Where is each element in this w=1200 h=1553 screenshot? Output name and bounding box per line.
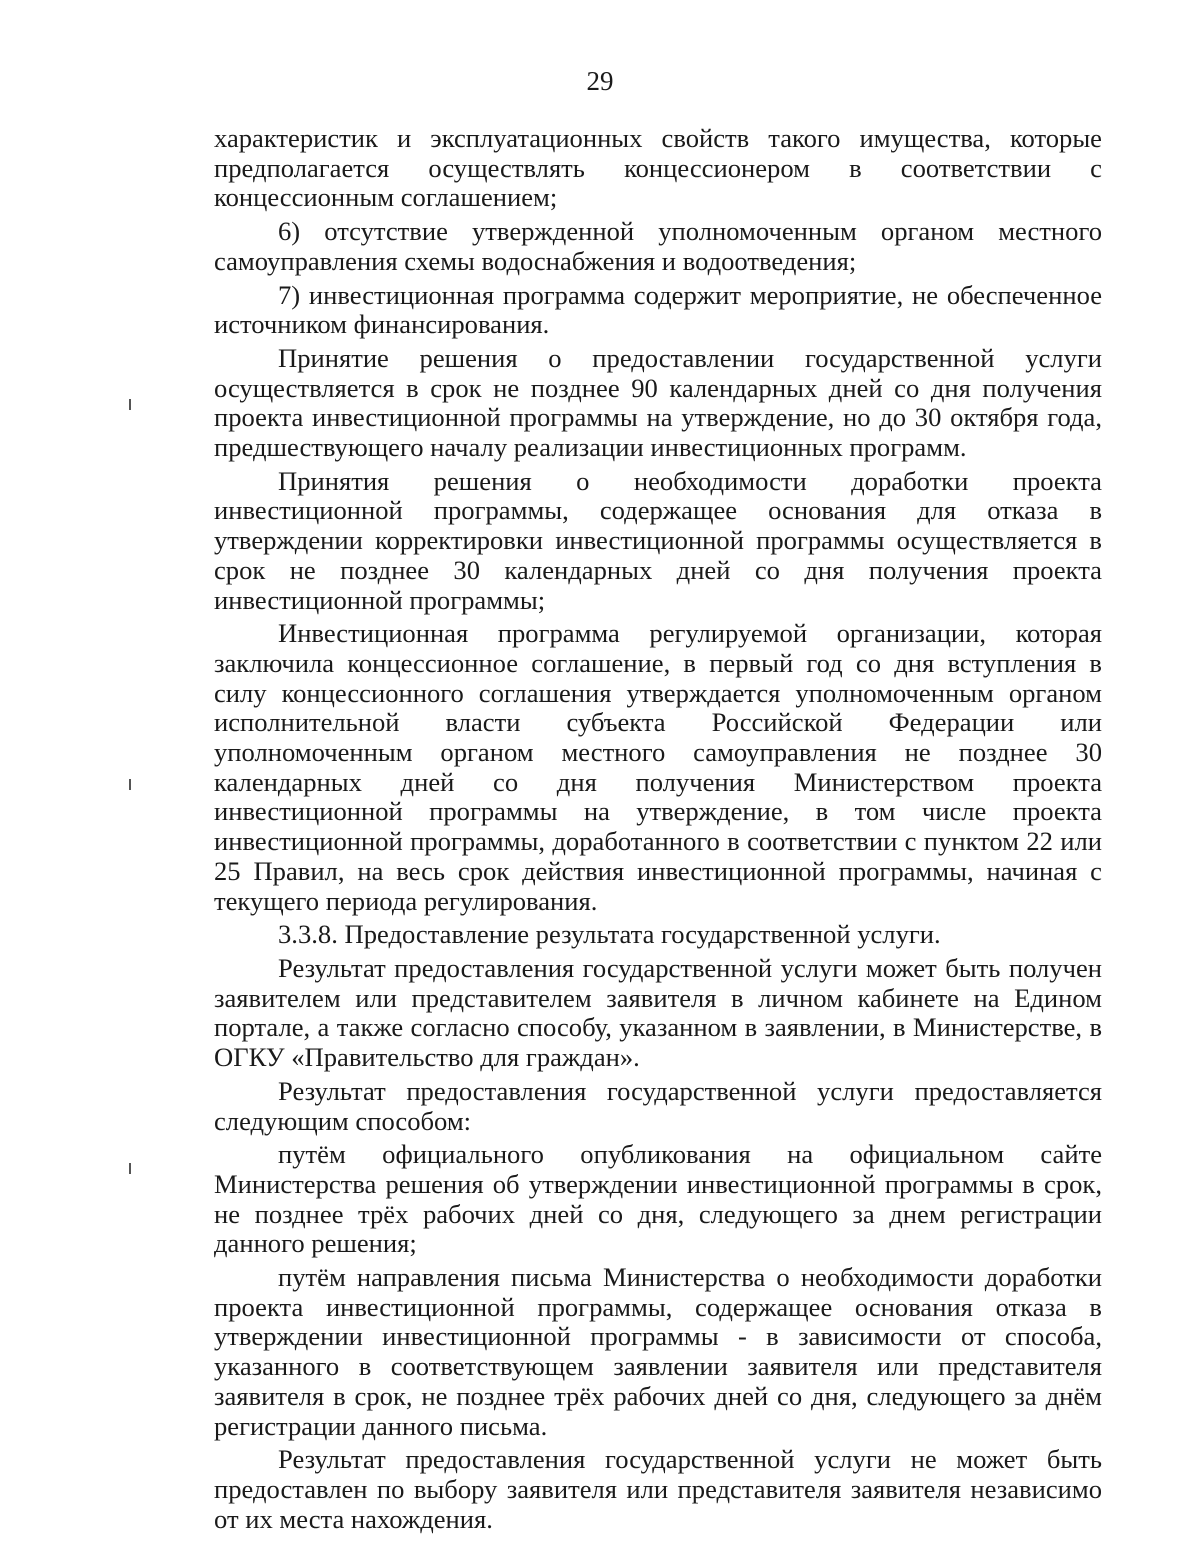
- paragraph: Результат предоставления государственной услуги предоставляется следующим способом:: [214, 1075, 1102, 1136]
- paragraph: путём направления письма Министерства о необходимости доработки проекта инвестиционной программы, содержащее основания отказа в утверждении инвестиционной программы - в зависимости от способа, указанного в соответствующем заявлении заявителя или представителя заявителя в срок, не позднее трёх рабочих дней со дня, следующего за днём регистрации данного письма.: [214, 1262, 1102, 1441]
- paragraph: характеристик и эксплуатационных свойств такого имущества, которые предполагается осуществлять концессионером в соответствии с концессионным соглашением;: [214, 123, 1102, 213]
- margin-mark: [129, 399, 131, 410]
- paragraph: путём официального опубликования на официальном сайте Министерства решения об утверждении инвестиционной программы в срок, не позднее трёх рабочих дней со дня, следующего за днем регистрации данного решения;: [214, 1139, 1102, 1259]
- paragraph: 6) отсутствие утвержденной уполномоченным органом местного самоуправления схемы водоснабжения и водоотведения;: [214, 216, 1102, 276]
- paragraph: 7) инвестиционная программа содержит мероприятие, не обеспеченное источником финансирования.: [214, 279, 1102, 340]
- page-number: 29: [586, 66, 614, 96]
- paragraph: Принятия решения о необходимости доработки проекта инвестиционной программы, содержащее основания для отказа в утверждении корректировки инвестиционной программы осуществляется в срок не позднее 30 календарных дней со дня получения проекта инвестиционной программы;: [214, 465, 1102, 615]
- paragraph: Результат предоставления государственной услуги не может быть предоставлен по выбору заявителя или представителя заявителя независимо от их места нахождения.: [214, 1444, 1102, 1534]
- document-body: [214, 124, 1102, 1534]
- paragraph: Результат предоставления государственной услуги может быть получен заявителем или представителем заявителя в личном кабинете на Едином портале, а также согласно способу, указанном в заявлении, в Министерстве, в ОГКУ «Правительство для граждан».: [214, 952, 1102, 1073]
- margin-mark: [129, 779, 131, 790]
- paragraph: 3.3.8. Предоставление результата государственной услуги.: [278, 919, 941, 950]
- paragraph: Инвестиционная программа регулируемой организации, которая заключила концессионное соглашение, в первый год со дня вступления в силу концессионного соглашения утверждается уполномоченным органом исполнительной власти субъекта Российской Федерации или уполномоченным органом местного самоуправления не позднее 30 календарных дней со дня получения Министерством проекта инвестиционной программы на утверждение, в том числе проекта инвестиционной программы, доработанного в соответствии с пунктом 22 или 25 Правил, на весь срок действия инвестиционной программы, начиная с текущего периода регулирования.: [214, 618, 1102, 916]
- margin-mark: [129, 1163, 131, 1174]
- paragraph: Принятие решения о предоставлении государственной услуги осуществляется в срок не позднее 90 календарных дней со дня получения проекта инвестиционной программы на утверждение, но до 30 октября года, предшествующего началу реализации инвестиционных программ.: [214, 342, 1102, 463]
